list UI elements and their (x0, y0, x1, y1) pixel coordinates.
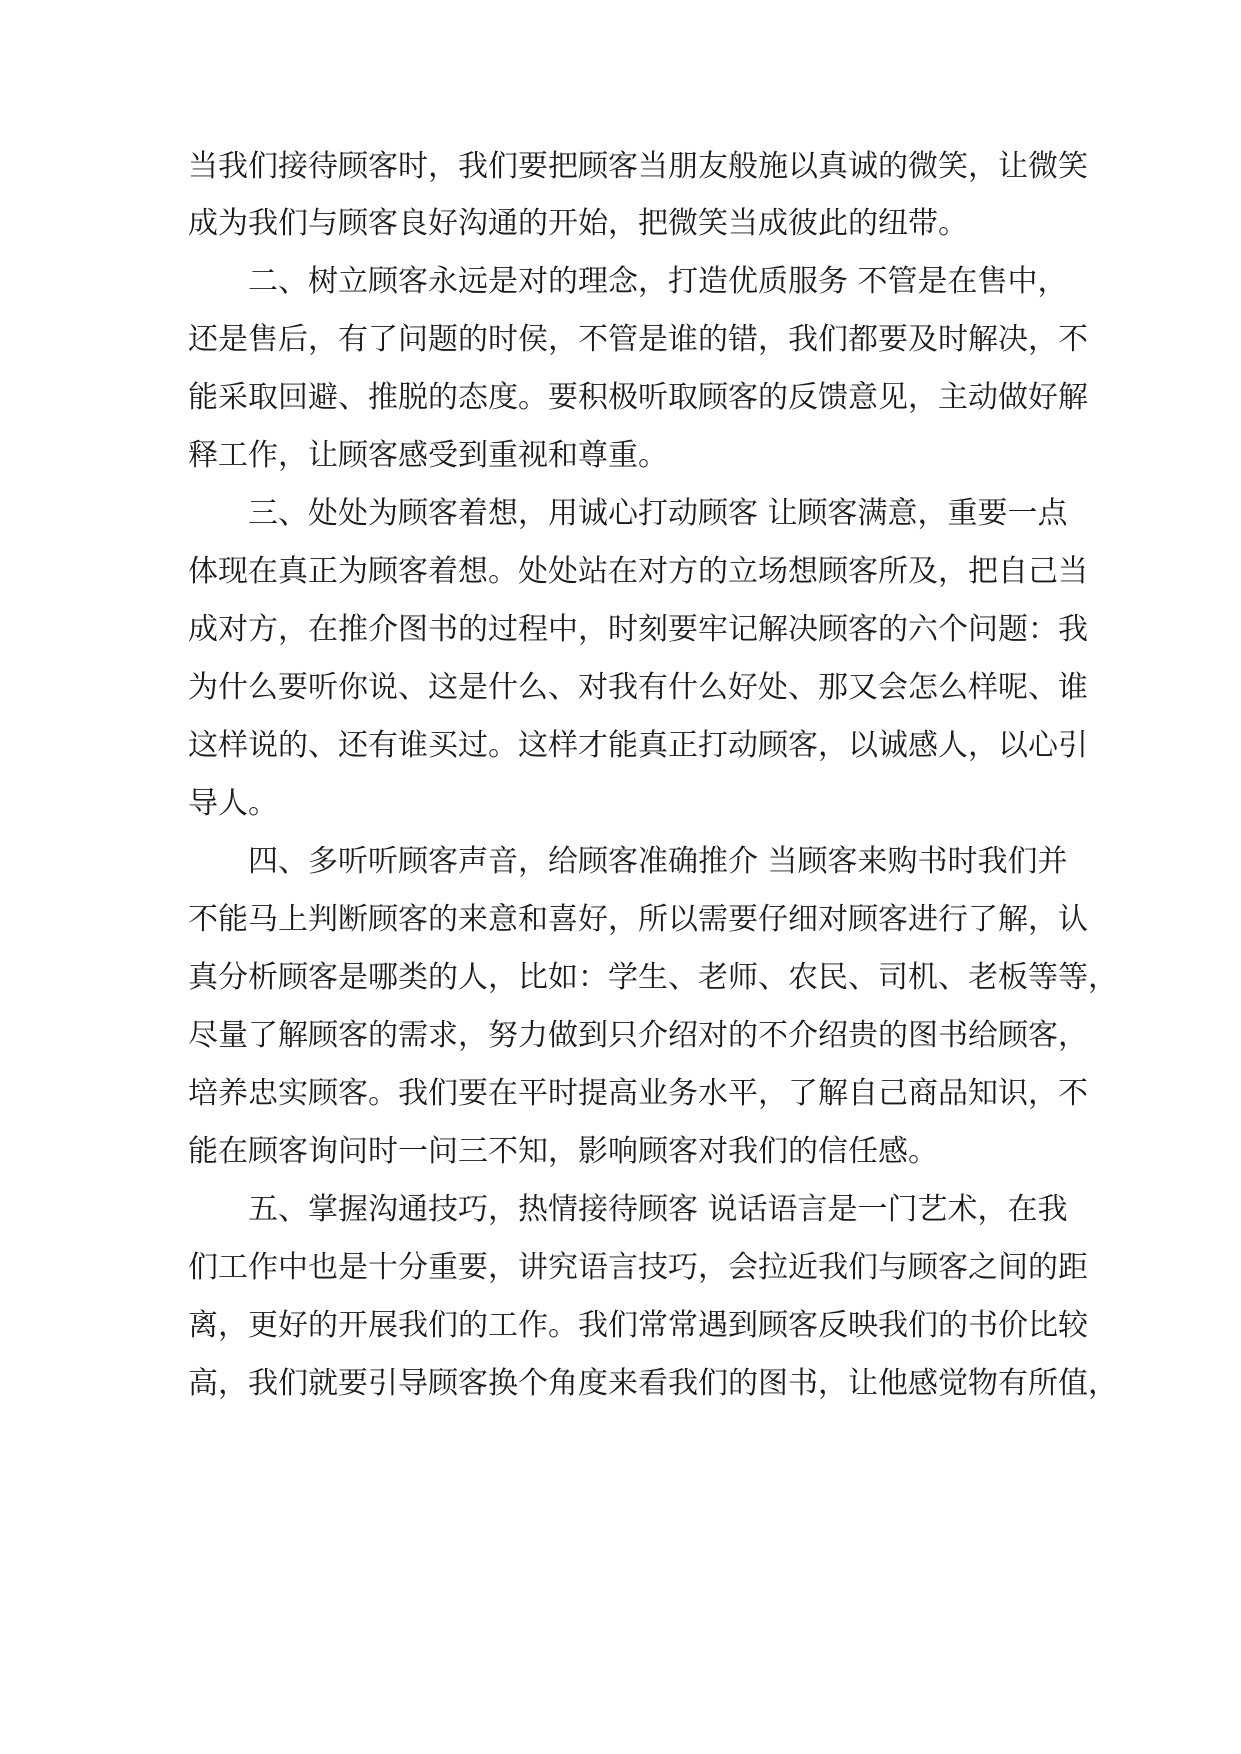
text-line-16: 尽量了解顾客的需求，努力做到只介绍对的不介绍贵的图书给顾客， (188, 1018, 1088, 1053)
text-line-20: 们工作中也是十分重要，讲究语言技巧，会拉近我们与顾客之间的距 (188, 1250, 1088, 1285)
text-line-15: 真分析顾客是哪类的人，比如：学生、老师、农民、司机、老板等等， (188, 960, 1118, 995)
text-line-9: 成对方，在推介图书的过程中，时刻要牢记解决顾客的六个问题：我 (188, 612, 1088, 647)
text-line-14: 不能马上判断顾客的来意和喜好，所以需要仔细对顾客进行了解，认 (188, 902, 1088, 937)
text-line-10: 为什么要听你说、这是什么、对我有什么好处、那又会怎么样呢、谁 (188, 670, 1088, 705)
text-line-21: 离，更好的开展我们的工作。我们常常遇到顾客反映我们的书价比较 (188, 1308, 1088, 1343)
text-line-5: 能采取回避、推脱的态度。要积极听取顾客的反馈意见，主动做好解 (188, 380, 1088, 415)
section-2-heading-line: 二、树立顾客永远是对的理念，打造优质服务 不管是在售中， (248, 264, 1068, 299)
section-4-heading-line: 四、多听听顾客声音，给顾客准确推介 当顾客来购书时我们并 (248, 844, 1068, 879)
section-3-heading-line: 三、处处为顾客着想，用诚心打动顾客 让顾客满意，重要一点 (248, 496, 1068, 531)
text-line-4: 还是售后，有了问题的时侯，不管是谁的错，我们都要及时解决，不 (188, 322, 1088, 357)
text-line-2: 成为我们与顾客良好沟通的开始，把微笑当成彼此的纽带。 (188, 206, 968, 241)
text-line-12: 导人。 (188, 786, 278, 821)
text-line-17: 培养忠实顾客。我们要在平时提高业务水平，了解自己商品知识，不 (188, 1076, 1088, 1111)
text-line-6: 释工作，让顾客感受到重视和尊重。 (188, 438, 668, 473)
section-5-heading-line: 五、掌握沟通技巧，热情接待顾客 说话语言是一门艺术，在我 (248, 1192, 1068, 1227)
text-line-11: 这样说的、还有谁买过。这样才能真正打动顾客，以诚感人，以心引 (188, 728, 1088, 763)
text-line-8: 体现在真正为顾客着想。处处站在对方的立场想顾客所及，把自己当 (188, 554, 1088, 589)
text-line-22: 高，我们就要引导顾客换个角度来看我们的图书，让他感觉物有所值， (188, 1366, 1118, 1401)
text-line-18: 能在顾客询问时一问三不知，影响顾客对我们的信任感。 (188, 1134, 938, 1169)
text-line-1: 当我们接待顾客时，我们要把顾客当朋友般施以真诚的微笑，让微笑 (188, 149, 1088, 184)
